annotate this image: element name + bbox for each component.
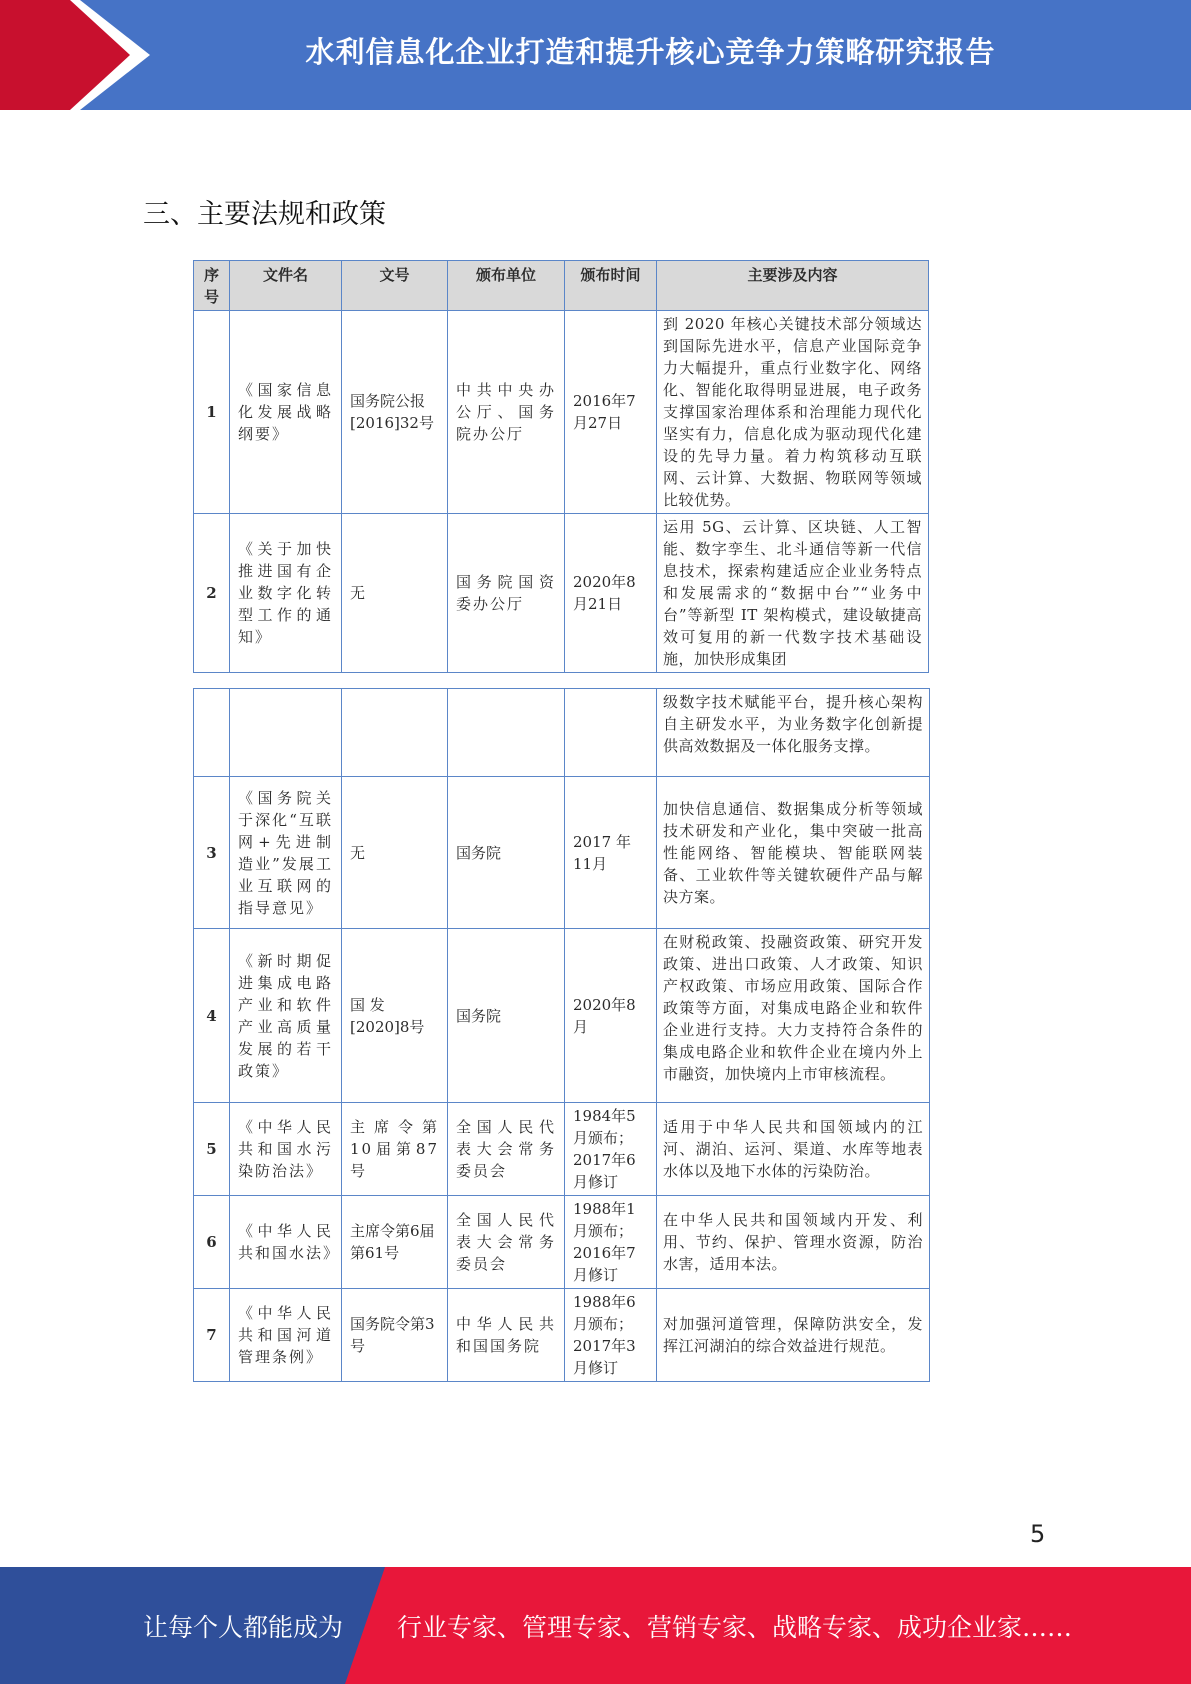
row-date: 1984年5月颁布；2017年6月修订 xyxy=(565,1103,657,1196)
row-name: 《国家信息化发展战略纲要》 xyxy=(230,311,342,514)
row-doc: 无 xyxy=(342,514,448,673)
header-date: 颁布时间 xyxy=(565,261,657,311)
policy-table-part-2 xyxy=(193,688,930,1382)
row-no: 2 xyxy=(194,514,230,673)
row-issuer: 全国人民代表大会常务委员会 xyxy=(448,1103,565,1196)
row-date: 2017 年 11月 xyxy=(565,777,657,929)
row-issuer: 中共中央办公厅、国务院办公厅 xyxy=(448,311,565,514)
row-name: 《中华人民共和国河道管理条例》 xyxy=(230,1289,342,1382)
table-row xyxy=(194,1196,930,1289)
row-doc: 国 发[2020]8号 xyxy=(342,929,448,1103)
row-doc: 无 xyxy=(342,777,448,929)
row-date: 2020年8月21日 xyxy=(565,514,657,673)
section-title: 三、主要法规和政策 xyxy=(143,199,386,230)
row-date: 2016年7月27日 xyxy=(565,311,657,514)
row-name: 《中华人民共和国水法》 xyxy=(230,1196,342,1289)
row-date: 1988年6月颁布；2017年3月修订 xyxy=(565,1289,657,1382)
header-content: 主要涉及内容 xyxy=(657,261,929,311)
row-doc: 国务院公报[2016]32号 xyxy=(342,311,448,514)
row-no: 6 xyxy=(194,1196,230,1289)
row-content: 在财税政策、投融资政策、研究开发政策、进出口政策、人才政策、知识产权政策、市场应用政策、国际合作政策等方面，对集成电路企业和软件企业进行支持。大力支持符合条件的集成电路企业和软件企业在境内外上市融资，加快境内上市审核流程。 xyxy=(657,929,930,1103)
row-issuer: 国务院国资委办公厅 xyxy=(448,514,565,673)
row-doc: 主席令第6届第61号 xyxy=(342,1196,448,1289)
row-content: 到 2020 年核心关键技术部分领域达到国际先进水平，信息产业国际竞争力大幅提升，重点行业数字化、网络化、智能化取得明显进展，电子政务支撑国家治理体系和治理能力现代化坚实有力，信息化成为驱动现代化建设的先导力量。着力构筑移动互联网、云计算、大数据、物联网等领域比较优势。 xyxy=(657,311,929,514)
chevron-logo-icon xyxy=(0,0,150,110)
row-date: 2020年8月 xyxy=(565,929,657,1103)
table-row xyxy=(194,777,930,929)
row-doc: 国务院令第3号 xyxy=(342,1289,448,1382)
row-content: 运用 5G、云计算、区块链、人工智能、数字孪生、北斗通信等新一代信息技术，探索构建适应企业业务特点和发展需求的“数据中台”“业务中台”等新型 IT 架构模式，建设敏捷高效可复用的新一代数字技术基础设施，加快形成集团 xyxy=(657,514,929,673)
footer-slogan-right: 行业专家、管理专家、营销专家、战略专家、成功企业家…… xyxy=(397,1612,1073,1642)
row-name: 《中华人民共和国水污染防治法》 xyxy=(230,1103,342,1196)
row-name: 《关于加快推进国有企业数字化转型工作的通知》 xyxy=(230,514,342,673)
header-issuer: 颁布单位 xyxy=(448,261,565,311)
header-doc: 文号 xyxy=(342,261,448,311)
table-row-continuation xyxy=(194,689,930,777)
row-no: 7 xyxy=(194,1289,230,1382)
table-row xyxy=(194,1289,930,1382)
row-date-empty xyxy=(565,689,657,777)
report-title: 水利信息化企业打造和提升核心竞争力策略研究报告 xyxy=(305,34,996,69)
table-row xyxy=(194,311,929,514)
row-issuer-empty xyxy=(448,689,565,777)
policy-table-part-1 xyxy=(193,260,929,673)
page-number: 5 xyxy=(1030,1520,1046,1548)
row-issuer: 国务院 xyxy=(448,929,565,1103)
row-issuer: 全国人民代表大会常务委员会 xyxy=(448,1196,565,1289)
row-name-empty xyxy=(230,689,342,777)
table-header-row xyxy=(194,261,929,311)
row-no-empty xyxy=(194,689,230,777)
row-date: 1988年1月颁布；2016年7月修订 xyxy=(565,1196,657,1289)
table-row xyxy=(194,514,929,673)
row-no: 3 xyxy=(194,777,230,929)
row-doc-empty xyxy=(342,689,448,777)
page-header xyxy=(0,0,1191,110)
row-content: 对加强河道管理，保障防洪安全，发挥江河湖泊的综合效益进行规范。 xyxy=(657,1289,930,1382)
row-content: 加快信息通信、数据集成分析等领域技术研发和产业化，集中突破一批高性能网络、智能模块、智能联网装备、工业软件等关键软硬件产品与解决方案。 xyxy=(657,777,930,929)
row-issuer: 国务院 xyxy=(448,777,565,929)
row-no: 4 xyxy=(194,929,230,1103)
row-content: 适用于中华人民共和国领域内的江河、湖泊、运河、渠道、水库等地表水体以及地下水体的污染防治。 xyxy=(657,1103,930,1196)
header-name: 文件名 xyxy=(230,261,342,311)
header-no: 序号 xyxy=(194,261,230,311)
table-row xyxy=(194,929,930,1103)
row-name: 《国务院关于深化“互联网+先进制造业”发展工业互联网的指导意见》 xyxy=(230,777,342,929)
row-content: 在中华人民共和国领域内开发、利用、节约、保护、管理水资源，防治水害，适用本法。 xyxy=(657,1196,930,1289)
row-name: 《新时期促进集成电路产业和软件产业高质量发展的若干政策》 xyxy=(230,929,342,1103)
row-issuer: 中华人民共和国国务院 xyxy=(448,1289,565,1382)
row-no: 5 xyxy=(194,1103,230,1196)
table-row xyxy=(194,1103,930,1196)
row-content-continuation: 级数字技术赋能平台，提升核心架构自主研发水平，为业务数字化创新提供高效数据及一体化服务支撑。 xyxy=(657,689,930,777)
row-no: 1 xyxy=(194,311,230,514)
page-footer xyxy=(0,1567,1191,1684)
footer-slogan-left: 让每个人都能成为 xyxy=(143,1612,344,1642)
row-doc: 主席令第10届第87号 xyxy=(342,1103,448,1196)
